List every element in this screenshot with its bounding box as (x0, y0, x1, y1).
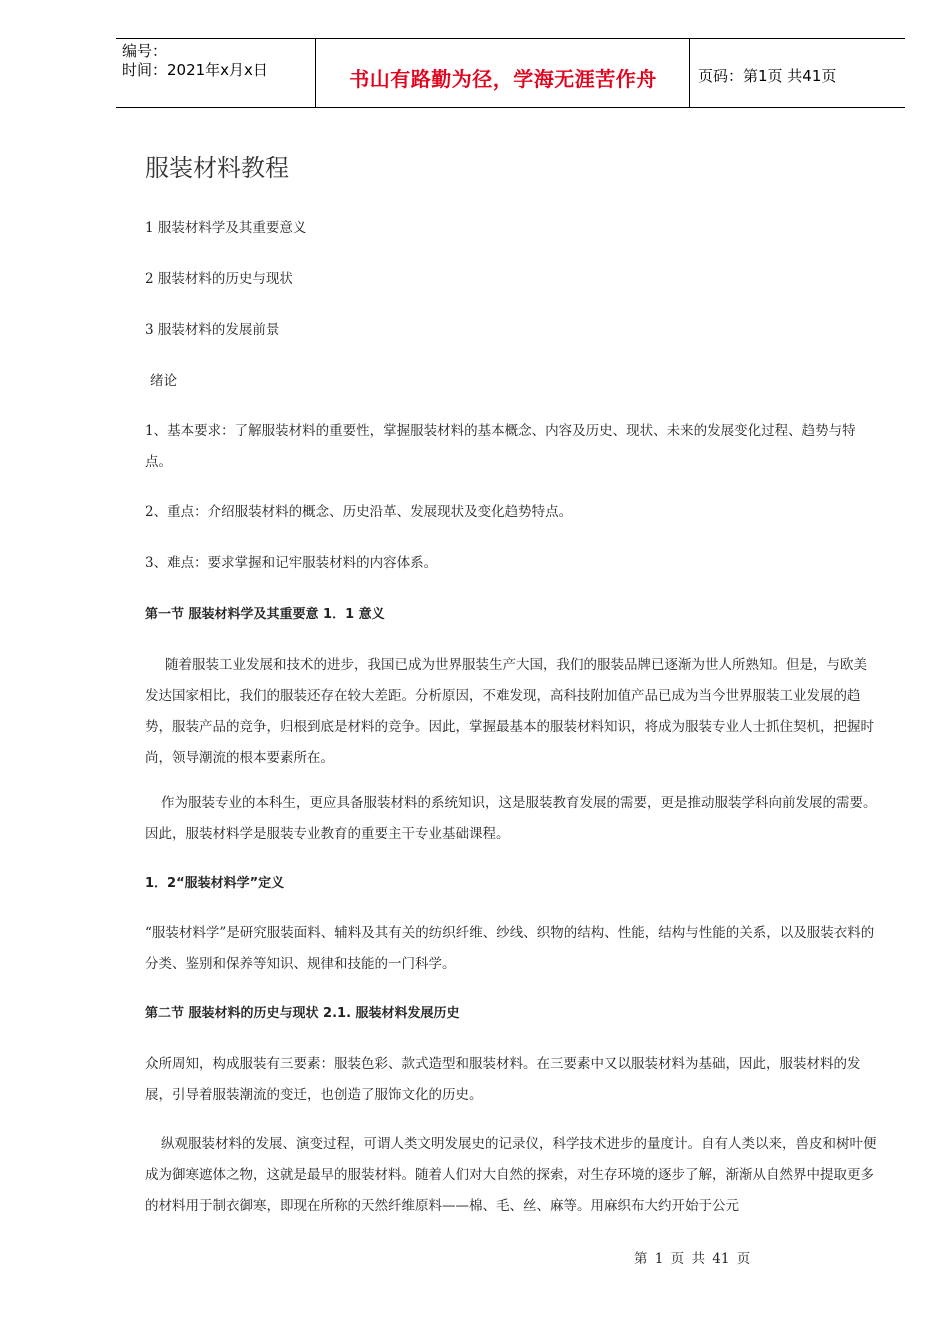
number-label: 编号： (122, 42, 168, 60)
toc-item: 3 服装材料的发展前景 (145, 322, 280, 338)
intro-heading: 绪论 (150, 373, 177, 389)
time-label: 时间：2021年x月x日 (122, 61, 268, 79)
section1-paragraph: 随着服装工业发展和技术的进步，我国已成为世界服装生产大国，我们的服装品牌已逐渐为世人所熟知。但是，与欧美发达国家相比，我们的服装还存在较大差距。分析原因，不难发现，高科技附加值产品已成为当今世界服装工业发展的趋势，服装产品的竞争，归根到底是材料的竞争。因此，掌握最基本的服装材料知识，将成为服装专业人士抓住契机，把握时尚，领导潮流的根本要素所在。 (145, 657, 874, 766)
toc-item: 2 服装材料的历史与现状 (145, 271, 293, 287)
section1-heading: 第一节 服装材料学及其重要意 1．1 意义 (145, 607, 385, 622)
requirement-point: 3、难点：要求掌握和记牢服装材料的内容体系。 (145, 555, 438, 571)
page-header (116, 38, 905, 108)
page-footer: 第 1 页 共 41 页 (634, 1251, 751, 1267)
section2-paragraph: 纵观服装材料的发展、演变过程，可谓人类文明发展史的记录仪，科学技术进步的量度计。自有人类以来，兽皮和树叶便成为御寒遮体之物，这就是最早的服装材料。随着人们对大自然的探索，对生存环境的逐步了解，渐渐从自然界中提取更多的材料用于制衣御寒，即现在所称的天然纤维原料——棉、毛、丝、麻等。用麻织布大约开始于公元 (145, 1136, 877, 1214)
header-divider-right (689, 39, 690, 107)
section1-paragraph: 作为服装专业的本科生，更应具备服装材料的系统知识，这是服装教育发展的需要，更是推动服装学科向前发展的需要。因此，服装材料学是服装专业教育的重要主干专业基础课程。 (145, 795, 877, 842)
header-page-info: 页码：第1页 共41页 (698, 67, 837, 85)
section2-heading: 第二节 服装材料的历史与现状 2.1. 服装材料发展历史 (145, 1006, 460, 1021)
requirement-point: 2、重点：介绍服装材料的概念、历史沿革、发展现状及变化趋势特点。 (145, 504, 573, 520)
section1-2-heading: 1．2“服装材料学”定义 (145, 876, 285, 891)
header-motto: 书山有路勤为径，学海无涯苦作舟 (349, 67, 657, 91)
section2-paragraph: 众所周知，构成服装有三要素：服装色彩、款式造型和服装材料。在三要素中又以服装材料为基础，因此，服装材料的发展，引导着服装潮流的变迁，也创造了服饰文化的历史。 (145, 1056, 861, 1103)
header-meta (122, 42, 312, 80)
document-title: 服装材料教程 (145, 154, 289, 182)
toc-item: 1 服装材料学及其重要意义 (145, 220, 307, 236)
definition-paragraph: “服装材料学”是研究服装面料、辅料及其有关的纺织纤维、纱线、织物的结构、性能，结构与性能的关系，以及服装衣料的分类、鉴别和保养等知识、规律和技能的一门科学。 (145, 925, 875, 972)
requirement-point: 1、基本要求：了解服装材料的重要性，掌握服装材料的基本概念、内容及历史、现状、未来的发展变化过程、趋势与特点。 (145, 423, 856, 470)
